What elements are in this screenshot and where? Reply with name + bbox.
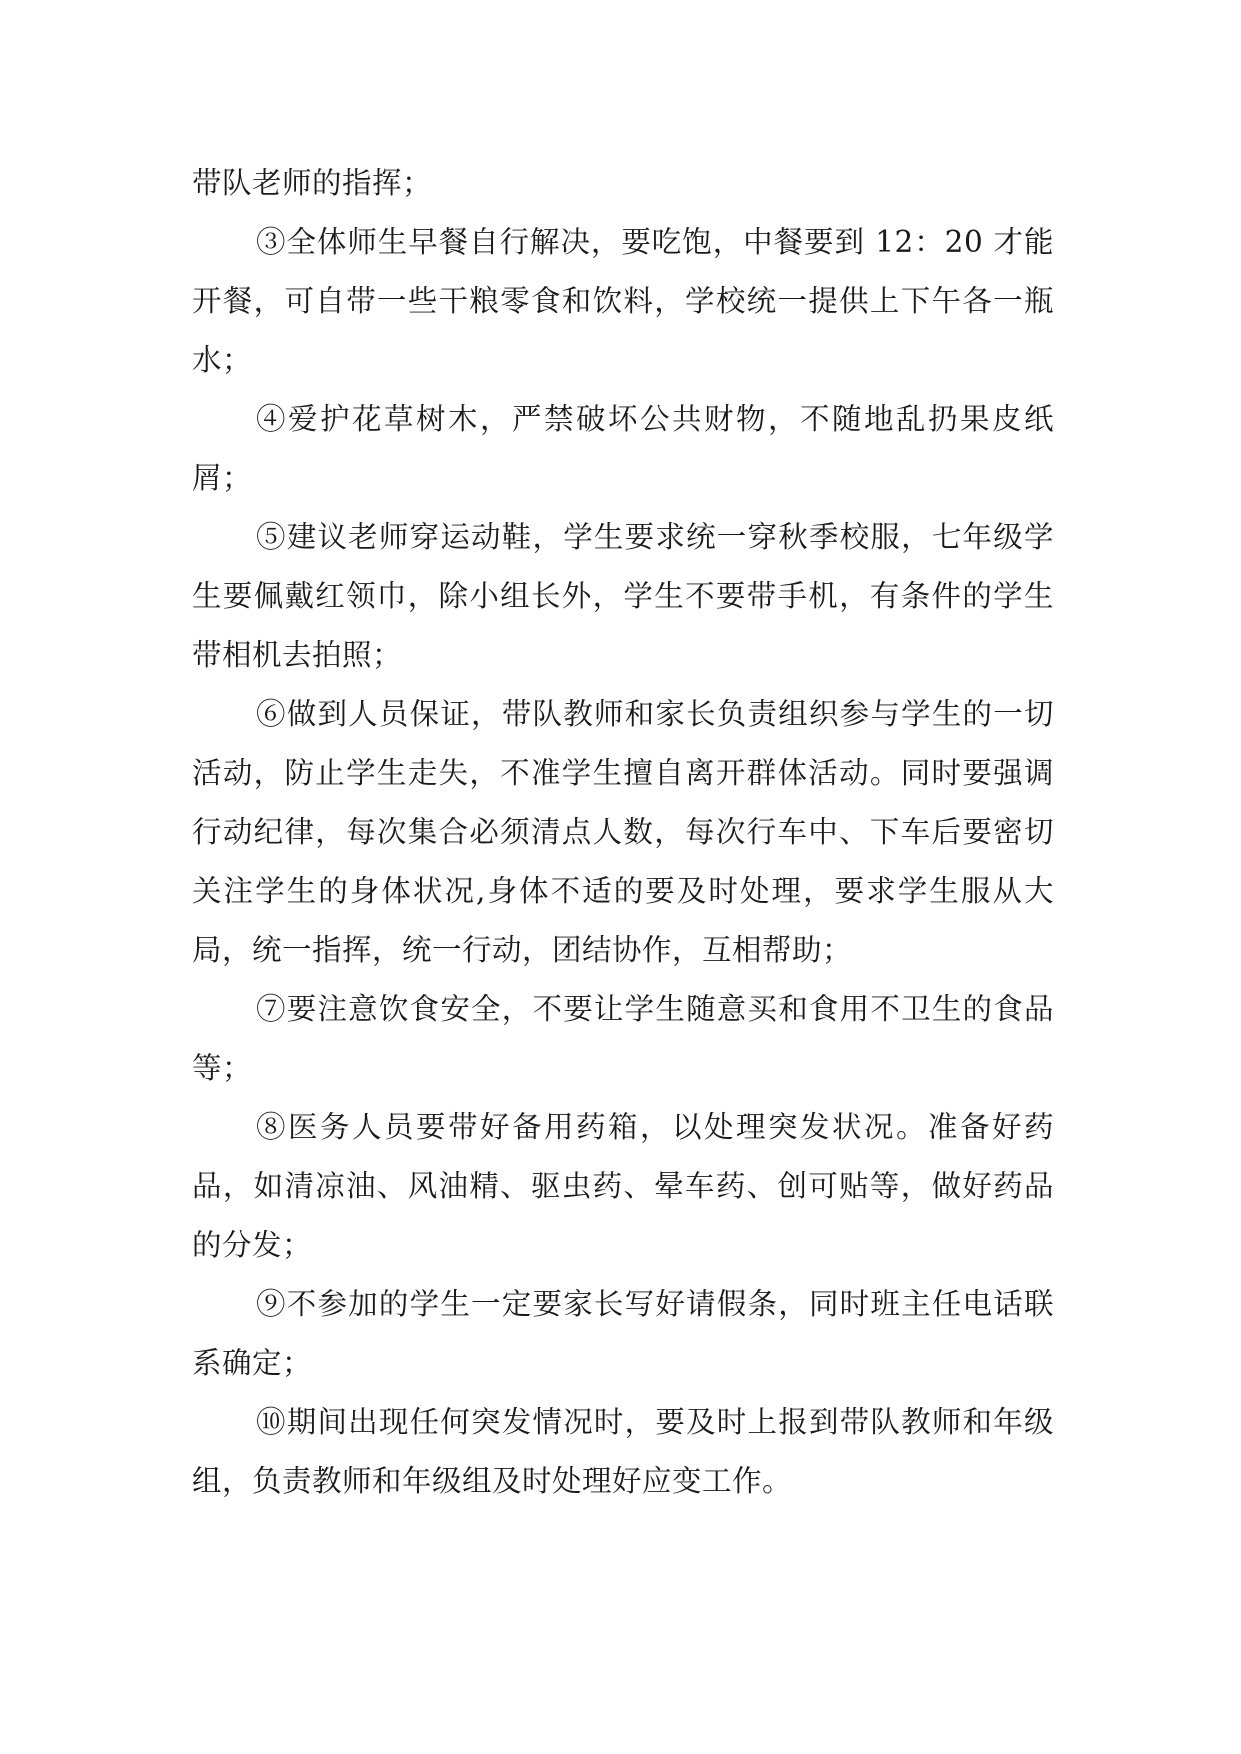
paragraph-item-6-safety: ⑥做到人员保证，带队教师和家长负责组织参与学生的一切活动，防止学生走失，不准学生擅自离开群体活动。同时要强调行动纪律，每次集合必须清点人数，每次行车中、下车后要密切关注学生的身体状况,身体不适的要及时处理，要求学生服从大局，统一指挥，统一行动，团结协作，互相帮助； <box>192 697 1054 967</box>
paragraph-item-5-attire: ⑤建议老师穿运动鞋，学生要求统一穿秋季校服，七年级学生要佩戴红领巾，除小组长外，学生不要带手机，有条件的学生带相机去拍照； <box>192 520 1054 672</box>
document-body <box>192 154 1054 1511</box>
paragraph-item-4-environment: ④爱护花草树木，严禁破坏公共财物，不随地乱扔果皮纸屑； <box>192 402 1054 495</box>
paragraph-item-7-food: ⑦要注意饮食安全，不要让学生随意买和食用不卫生的食品等； <box>192 992 1054 1085</box>
paragraph-continuation: 带队老师的指挥； <box>192 166 433 200</box>
paragraph-item-3-meals: ③全体师生早餐自行解决，要吃饱，中餐要到 12：20 才能开餐，可自带一些干粮零食和饮料，学校统一提供上下午各一瓶水； <box>192 225 1054 377</box>
paragraph-item-10-emergency: ⑩期间出现任何突发情况时，要及时上报到带队教师和年级组，负责教师和年级组及时处理好应变工作。 <box>192 1405 1054 1498</box>
paragraph-item-9-leave: ⑨不参加的学生一定要家长写好请假条，同时班主任电话联系确定； <box>192 1287 1054 1380</box>
paragraph-item-8-medical: ⑧医务人员要带好备用药箱，以处理突发状况。准备好药品，如清凉油、风油精、驱虫药、晕车药、创可贴等，做好药品的分发； <box>192 1110 1054 1262</box>
